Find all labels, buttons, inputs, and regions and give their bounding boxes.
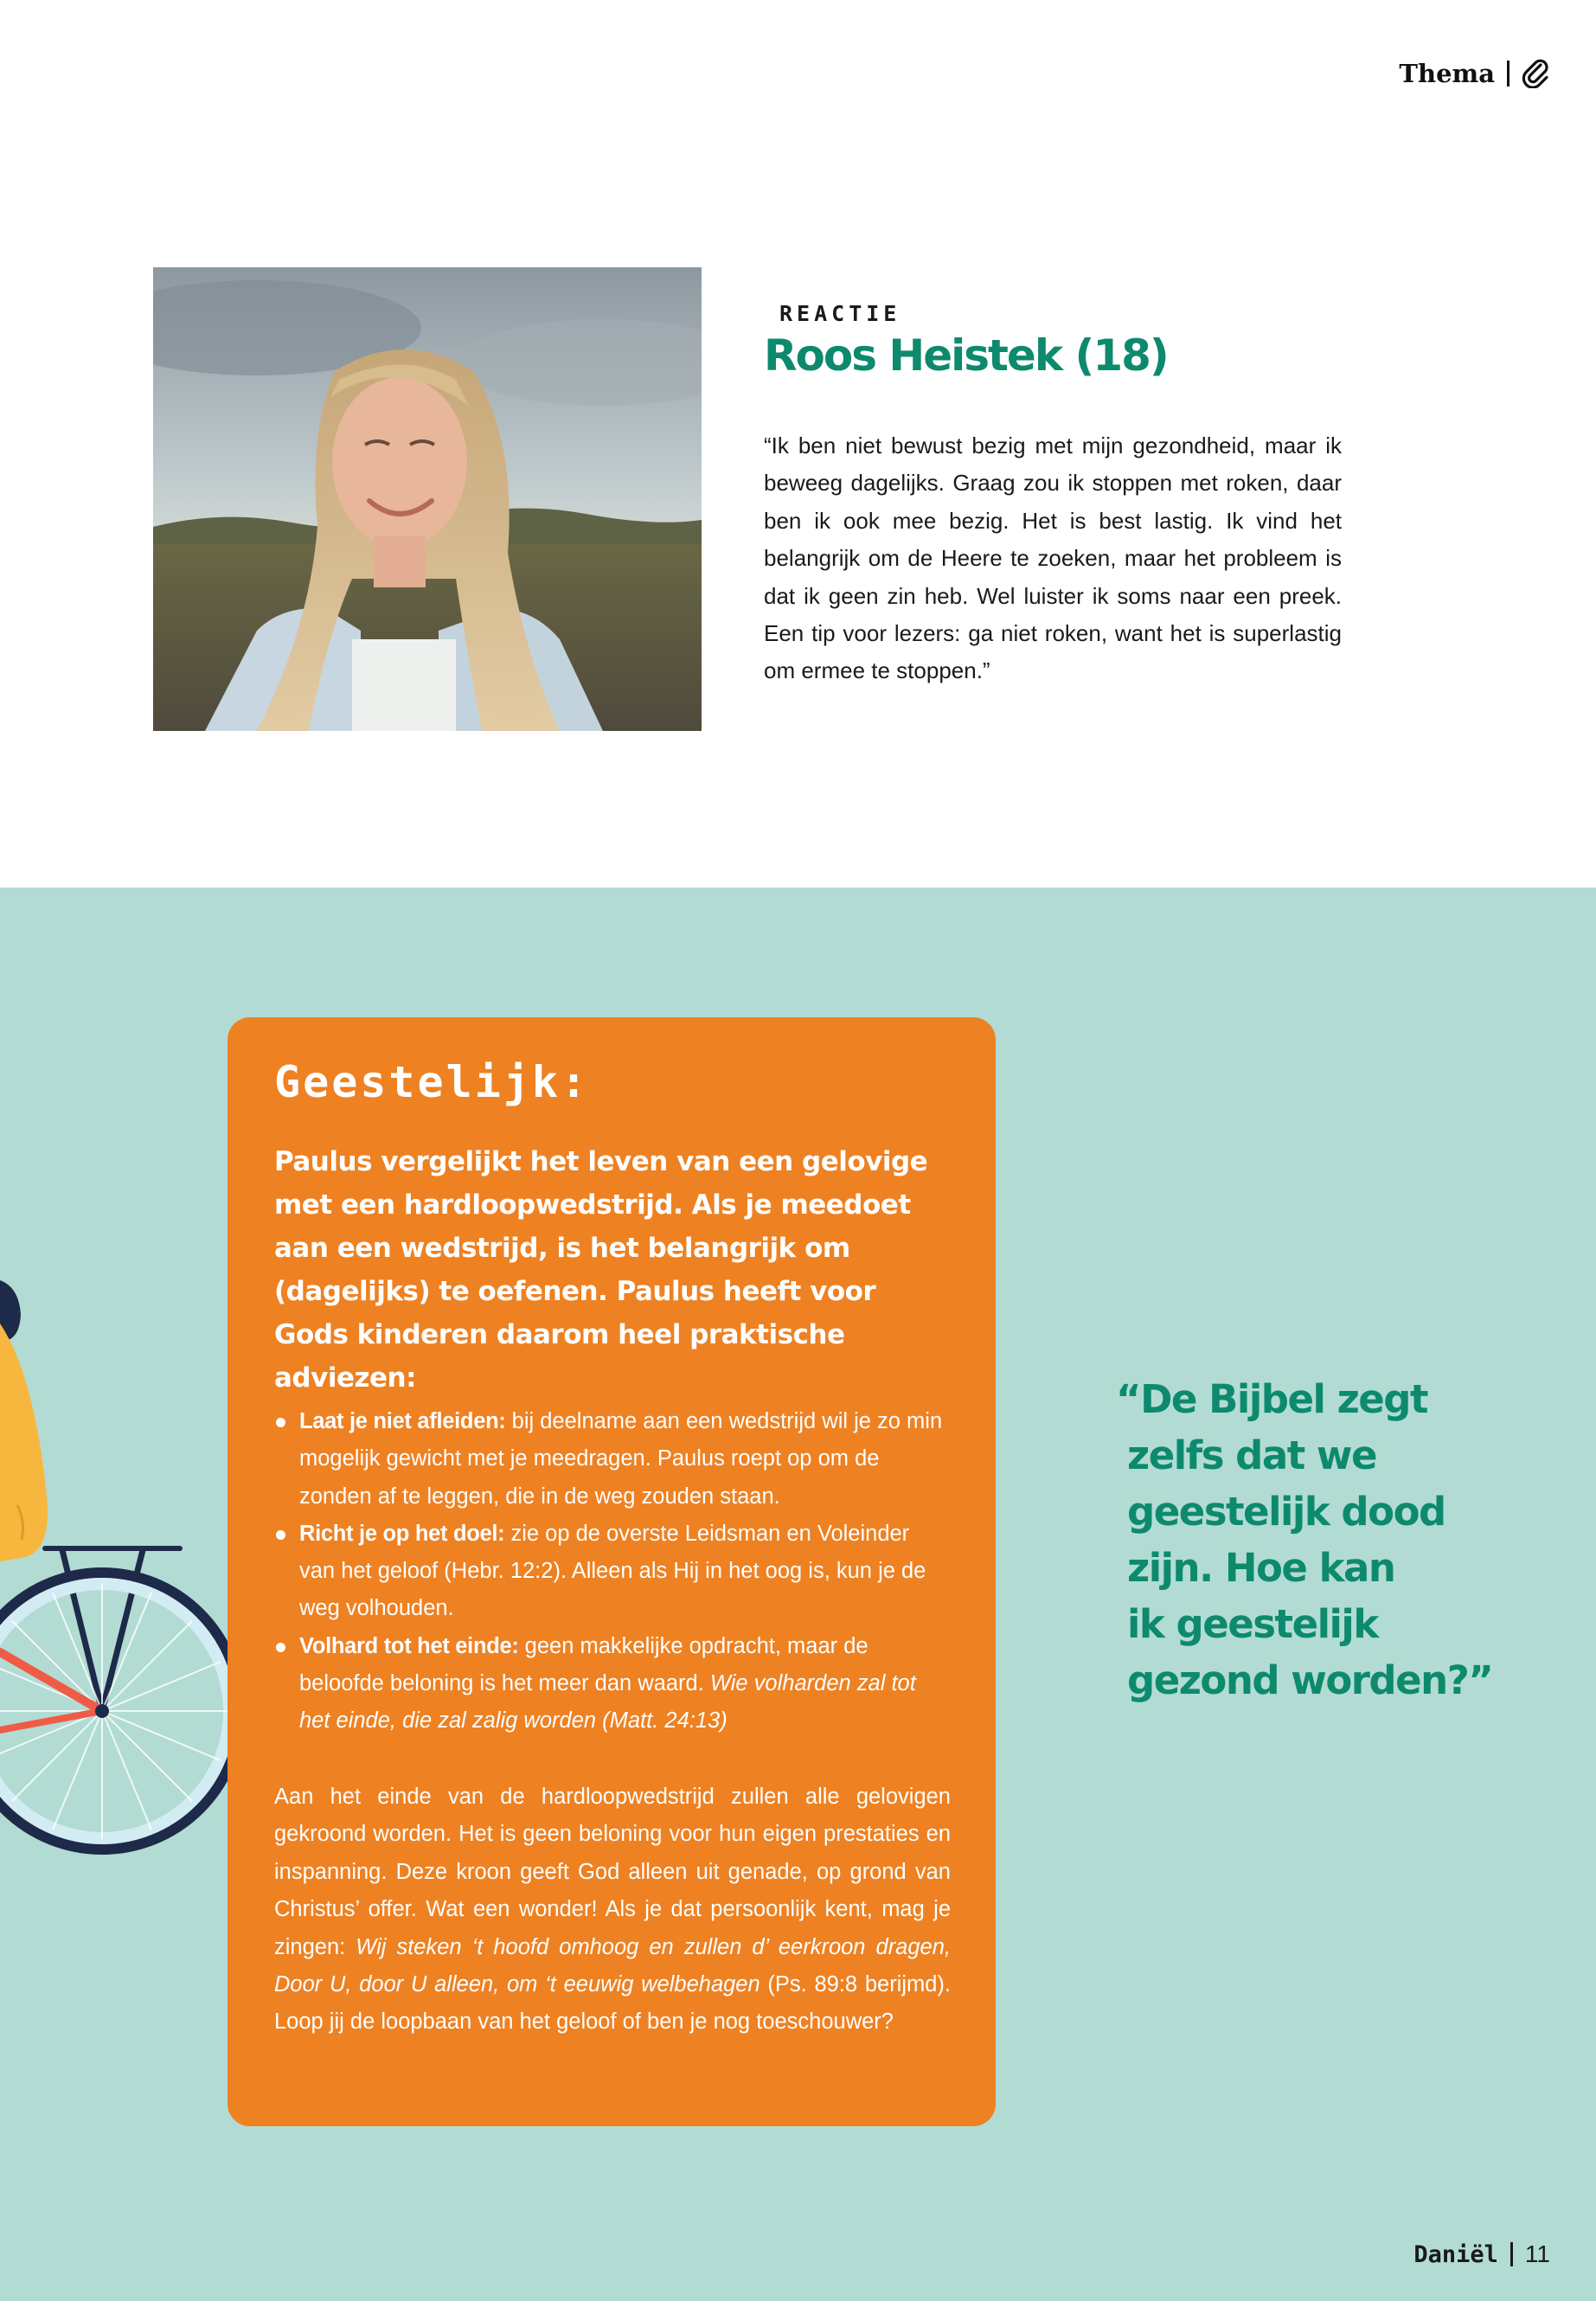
cyclist-illustration	[0, 1246, 260, 1868]
pull-quote-line: geestelijk dood	[1127, 1489, 1445, 1535]
pull-quote	[1116, 1371, 1493, 1708]
list-item	[274, 1403, 949, 1516]
pull-quote-line: gezond worden?”	[1127, 1657, 1493, 1703]
conclusion-text-end: (Ps. 89:8 berijmd). Loop jij de loopbaan van het geloof of ben je nog toeschouwer?	[274, 1972, 952, 2035]
list-item	[274, 1628, 949, 1740]
advice-scripture: Wie volharden zal tot het einde, die zal zalig worden (Matt. 24:13)	[299, 1671, 916, 1734]
spiritual-card	[228, 1017, 996, 2126]
pull-quote-line: zijn. Hoe kan	[1127, 1545, 1395, 1591]
portrait-photo	[153, 267, 702, 731]
advice-heading: Richt je op het doel:	[299, 1521, 505, 1546]
advice-heading: Laat je niet afleiden:	[299, 1409, 506, 1433]
advice-list	[274, 1403, 949, 1740]
card-intro: Paulus vergelijkt het leven van een gelovige met een hardloopwedstrijd. Als je meedoet aan een wedstrijd, is het belangrijk om (dagelijks) te oefenen. Paulus heeft voor Gods kinderen daarom heel praktische adviezen:	[274, 1146, 928, 1394]
footer-divider	[1510, 2242, 1513, 2266]
page-number: 11	[1524, 2240, 1550, 2267]
magazine-name: Daniël	[1413, 2240, 1498, 2268]
pull-quote-line: “De Bijbel zegt	[1116, 1376, 1428, 1422]
list-item	[274, 1516, 949, 1628]
paperclip-icon	[1522, 59, 1551, 88]
reaction-label-wrap	[764, 301, 911, 326]
advice-text: bij deelname aan een wedstrijd wil je zo min mogelijk gewicht met je meedragen. Paulus roept op om de zonden af te leggen, die in de weg zouden staan.	[299, 1409, 943, 1509]
advice-text: geen makkelijke opdracht, maar de beloofde beloning is het meer dan waard.	[299, 1633, 869, 1696]
header-divider	[1507, 61, 1509, 87]
pull-quote-line: zelfs dat we	[1127, 1433, 1377, 1478]
conclusion-text: Aan het einde van de hardloopwedstrijd zullen alle gelovigen gekroond worden. Het is geen beloning voor hun eigen prestaties en inspanning. Deze kroon geeft God alleen uit genade, op grond van Christus’ offer. Wat een wonder! Als je dat persoonlijk kent, mag je zingen:	[274, 1785, 951, 1959]
page-header	[1399, 59, 1551, 88]
conclusion-psalm: Wij steken ‘t hoofd omhoog en zullen d’ eerkroon dragen, Door U, door U alleen, om ‘t eeuwig welbehagen	[274, 1934, 951, 1997]
reaction-name: Roos Heistek (18)	[764, 330, 1168, 381]
card-title: Geestelijk:	[274, 1057, 590, 1107]
page-footer	[1413, 2240, 1550, 2268]
advice-heading: Volhard tot het einde:	[299, 1633, 519, 1658]
reaction-quote: “Ik ben niet bewust bezig met mijn gezondheid, maar ik beweeg dagelijks. Graag zou ik stoppen met roken, daar ben ik ook mee bezig. Het is best lastig. Ik vind het belangrijk om de Heere te zoeken, maar het probleem is dat ik geen zin heb. Wel luister ik soms naar een preek. Een tip voor lezers: ga niet roken, want het is superlastig om ermee te stoppen.”	[764, 433, 1342, 684]
section-title: Thema	[1399, 59, 1495, 88]
advice-text: zie op de overste Leidsman en Voleinder van het geloof (Hebr. 12:2). Alleen als Hij in het oog is, kun je de weg volhouden.	[299, 1521, 926, 1621]
reaction-label: REACTIE	[764, 301, 911, 326]
pull-quote-line: ik geestelijk	[1127, 1601, 1378, 1647]
card-conclusion	[274, 1779, 951, 2041]
